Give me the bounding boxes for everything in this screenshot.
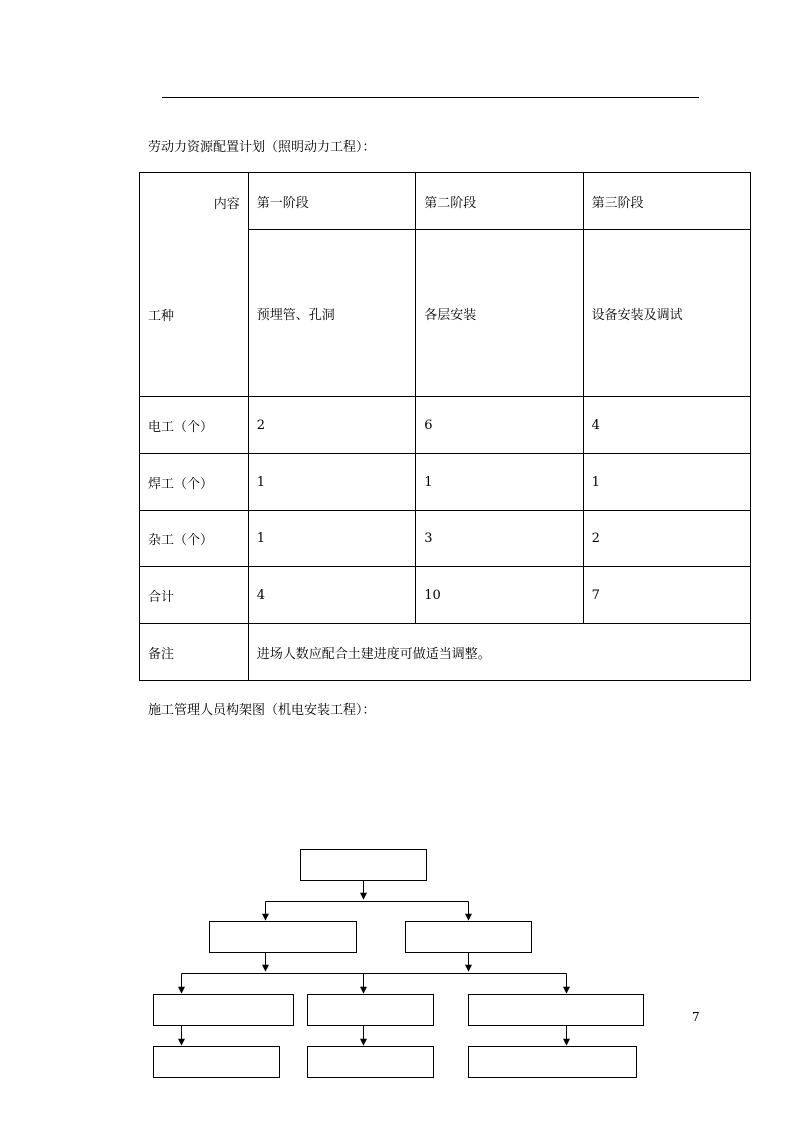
table-cell: 7 bbox=[583, 567, 750, 624]
table-cell: 4 bbox=[583, 397, 750, 454]
org-box-level2-right bbox=[406, 922, 532, 953]
row-label: 焊工（个） bbox=[140, 454, 249, 511]
org-box-level4-middle bbox=[308, 1047, 434, 1078]
org-box-top bbox=[301, 850, 427, 881]
phase-header: 第三阶段 bbox=[583, 173, 750, 230]
org-box-level3-right bbox=[469, 995, 644, 1026]
table-cell: 2 bbox=[583, 511, 750, 567]
table-cell: 2 bbox=[248, 397, 415, 454]
table-cell: 6 bbox=[416, 397, 583, 454]
org-box-level3-middle bbox=[308, 995, 434, 1026]
table-cell: 10 bbox=[416, 567, 583, 624]
remark-text: 进场人数应配合土建进度可做适当调整。 bbox=[248, 624, 750, 681]
row-label: 合计 bbox=[140, 567, 249, 624]
table-cell: 3 bbox=[416, 511, 583, 567]
phase-header: 第二阶段 bbox=[416, 173, 583, 230]
phase-content: 预埋管、孔洞 bbox=[248, 230, 415, 397]
org-box-level2-left bbox=[210, 922, 357, 953]
table-cell: 4 bbox=[248, 567, 415, 624]
phase-content: 设备安装及调试 bbox=[583, 230, 750, 397]
org-box-level4-left bbox=[154, 1047, 280, 1078]
remark-label: 备注 bbox=[140, 624, 249, 681]
phase-content: 各层安装 bbox=[416, 230, 583, 397]
table-cell: 1 bbox=[583, 454, 750, 511]
row-label: 电工（个） bbox=[140, 397, 249, 454]
org-box-level3-left bbox=[154, 995, 294, 1026]
table-cell: 1 bbox=[248, 511, 415, 567]
labor-plan-caption: 劳动力资源配置计划（照明动力工程）： bbox=[148, 140, 376, 155]
corner-content-label: 内容 bbox=[213, 197, 240, 212]
table-cell: 1 bbox=[416, 454, 583, 511]
phase-header: 第一阶段 bbox=[248, 173, 415, 230]
row-label: 杂工（个） bbox=[140, 511, 249, 567]
org-chart-caption: 施工管理人员构架图（机电安装工程）： bbox=[148, 703, 376, 718]
page-number: 7 bbox=[692, 1010, 700, 1024]
corner-trade-label: 工种 bbox=[148, 309, 175, 324]
org-box-level4-right bbox=[469, 1047, 637, 1078]
table-cell: 1 bbox=[248, 454, 415, 511]
